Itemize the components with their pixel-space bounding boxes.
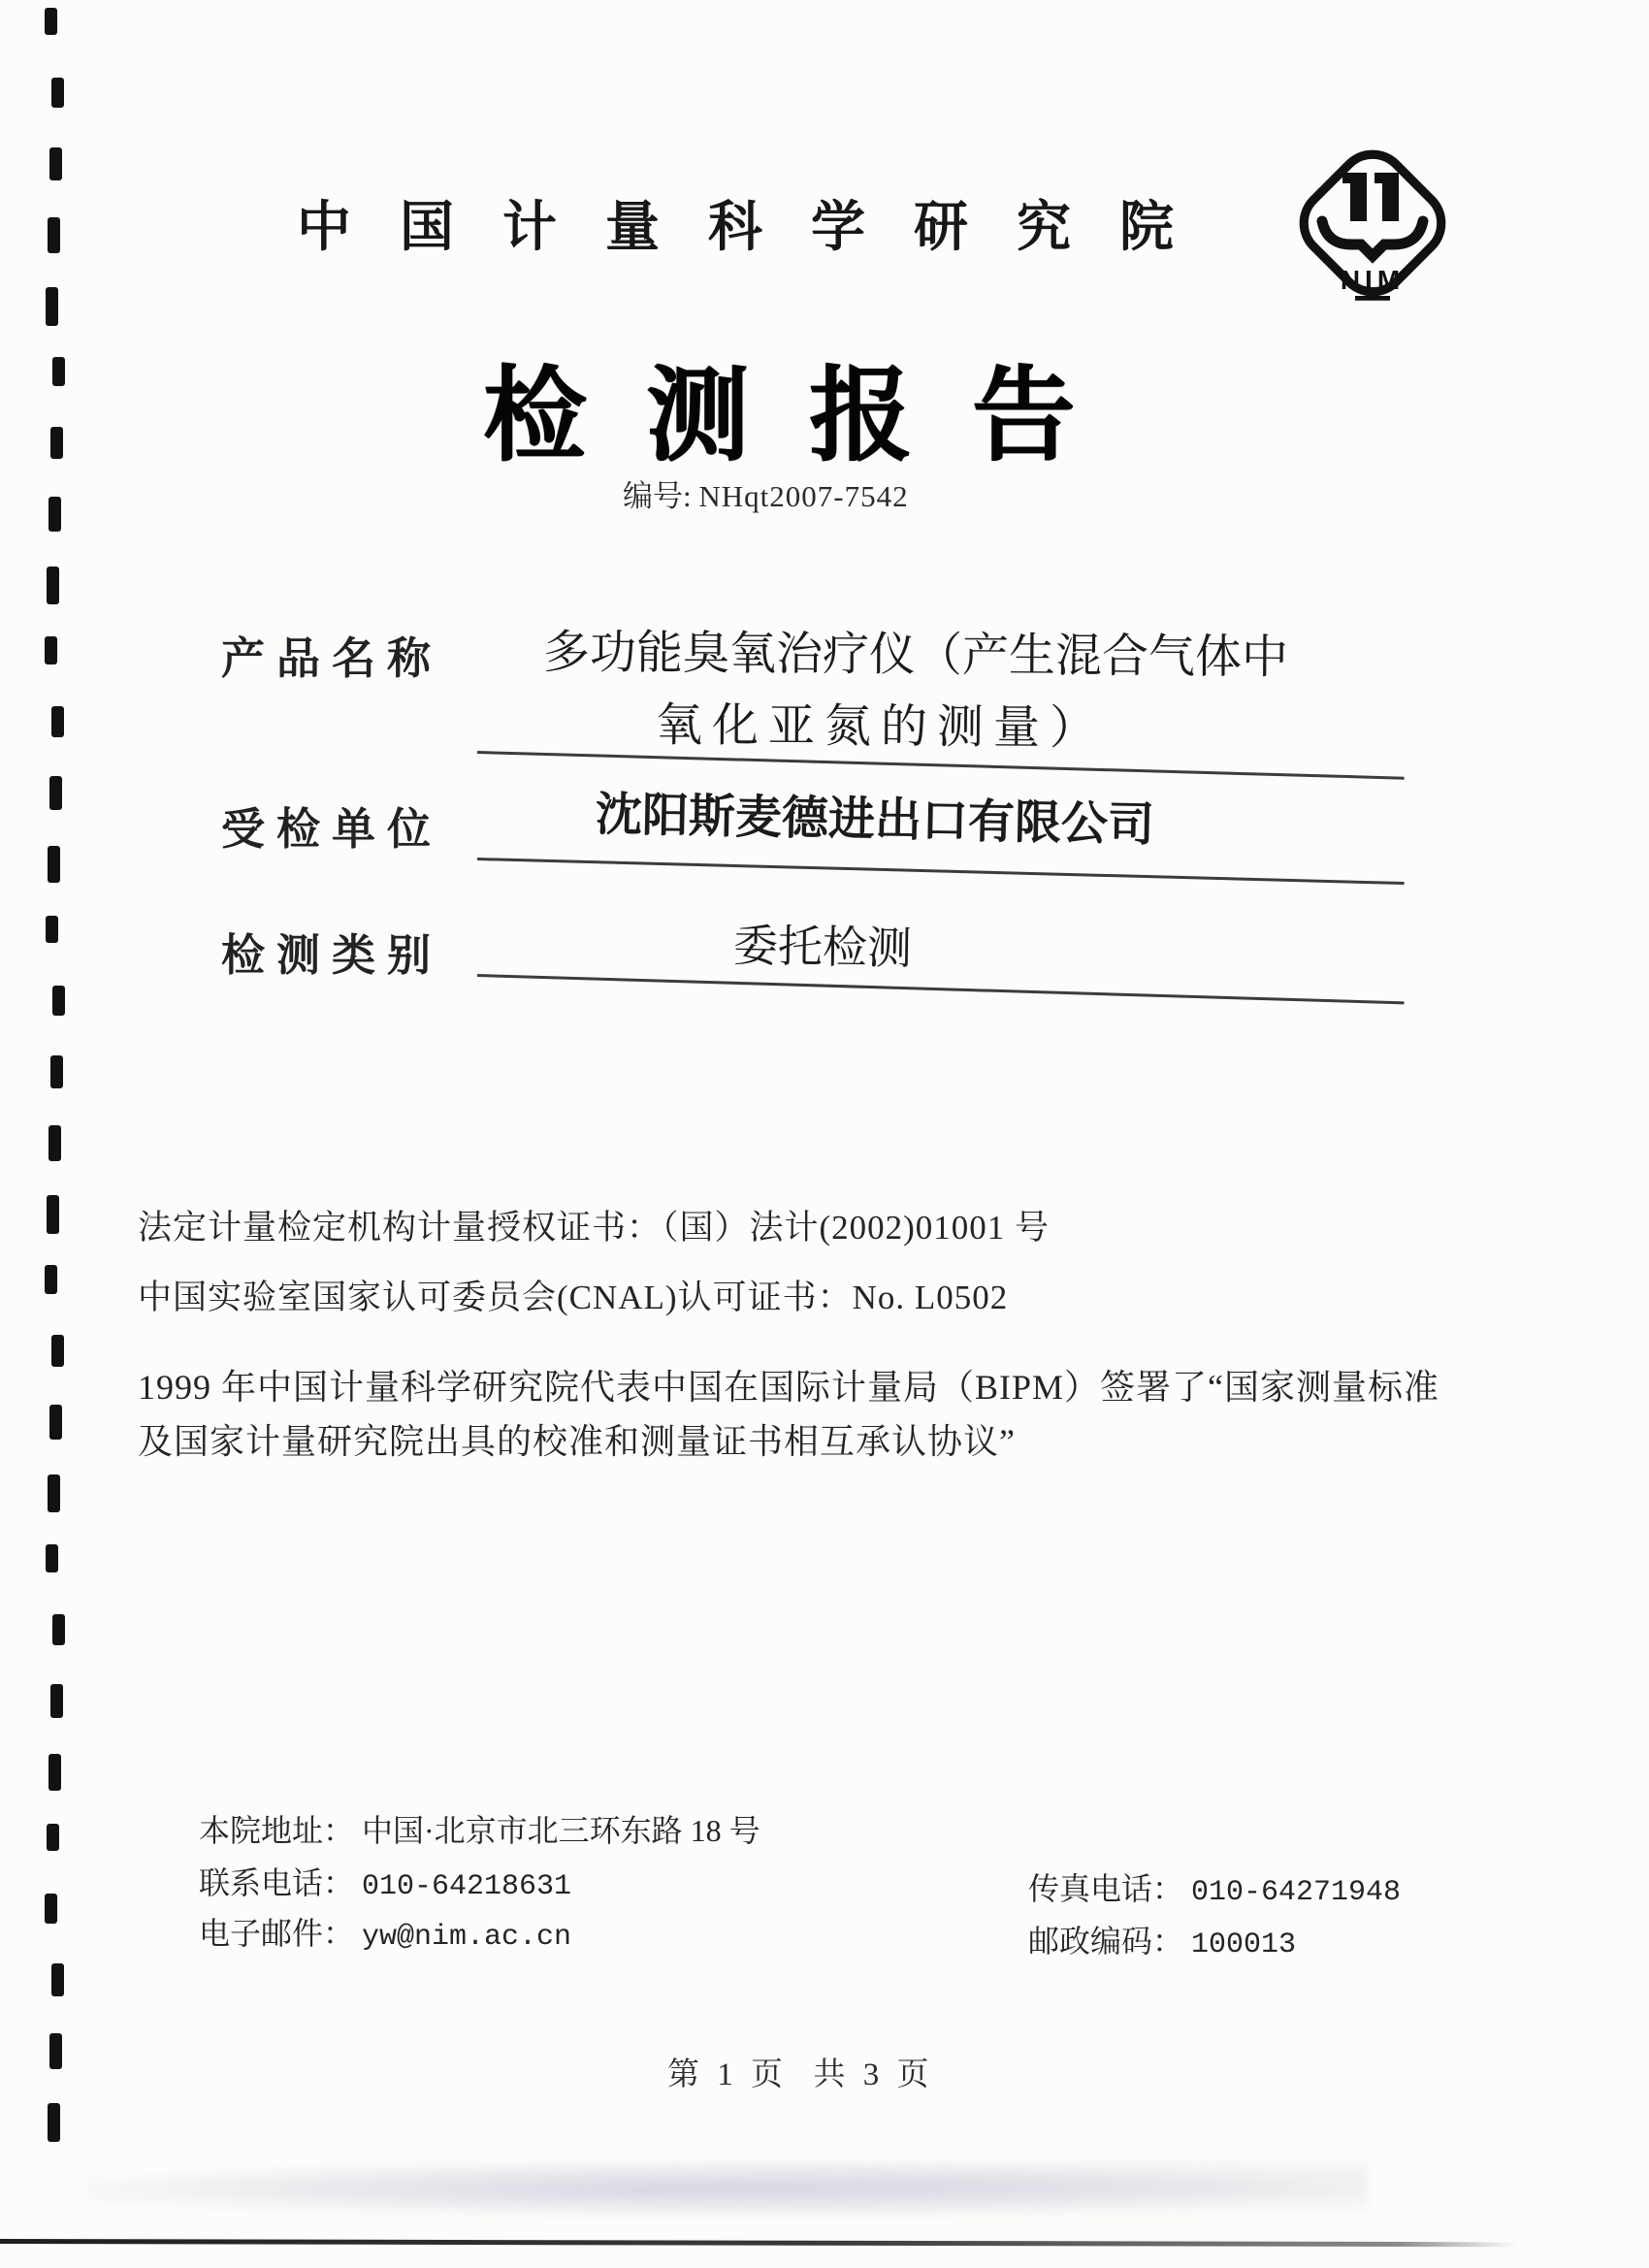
binding-mark [49,2033,62,2069]
contact-email-value: yw@nim.ac.cn [362,1921,572,1954]
product-name-value-line1: 多功能臭氧治疗仪（产生混合气体中 [542,627,1289,684]
scan-bottom-edge [0,2239,1518,2247]
binding-mark [45,1894,57,1924]
binding-mark [46,1544,58,1572]
contact-email [199,1909,571,1954]
institution-name: 中国计量科学研究院 [297,198,1222,258]
binding-mark [48,217,60,253]
binding-mark [47,1195,59,1234]
product-name-label: 产品名称 [221,634,443,683]
inspected-unit-value: 沈阳斯麦德进出口有限公司 [595,789,1155,852]
test-category-label: 检测类别 [221,931,443,980]
nim-logo [1276,122,1470,324]
contact-fax-value: 010-64271948 [1191,1876,1402,1909]
binding-mark [45,1265,57,1294]
nim-logo-icon [1276,122,1470,324]
binding-mark [48,1754,61,1791]
contact-email-label: 电子邮件： [199,1916,355,1951]
binding-mark [51,1335,64,1367]
test-category-value: 委托检测 [732,921,913,974]
contact-fax-label: 传真电话： [1028,1871,1184,1906]
contact-address [199,1806,760,1851]
binding-mark [45,8,57,35]
page-indicator: 第 1 页 共 3 页 [667,2057,934,2092]
contact-postcode-value: 100013 [1191,1928,1297,1961]
inspected-unit-label: 受检单位 [221,805,443,854]
contact-fax [1028,1864,1401,1909]
binding-mark [50,1684,63,1718]
binding-mark [52,1614,65,1645]
report-number [623,471,909,515]
binding-mark [49,776,62,810]
contact-postcode-label: 邮政编码： [1028,1924,1184,1959]
contact-phone-label: 联系电话： [199,1865,355,1900]
binding-mark [47,567,59,604]
contact-phone [199,1859,571,1903]
test-category-underline [477,974,1405,1004]
binding-mark [48,497,61,532]
report-title: 检测报告 [483,360,1135,473]
binding-mark [45,636,57,664]
contact-address-value: 中国·北京市北三环东路 18 号 [362,1813,760,1848]
binding-mark [50,1055,63,1088]
report-number-label: 编号: [623,479,692,513]
binding-mark [51,706,64,737]
binding-mark [48,846,60,883]
binding-mark [46,287,58,326]
bipm-statement-line1: 1999 年中国计量科学研究院代表中国在国际计量局（BIPM）签署了“国家测量标准 [138,1368,1440,1407]
binding-mark [51,78,64,108]
binding-mark [52,357,65,386]
bipm-statement-line2: 及国家计量研究院出具的校准和测量证书相互承认协议” [138,1422,1016,1461]
binding-mark [46,916,58,943]
binding-mark [48,2103,60,2142]
accreditation-line-1: 法定计量检定机构计量授权证书：（国）法计(2002)01001 号 [138,1209,1051,1247]
binding-mark [48,1474,60,1512]
report-number-value: NHqt2007-7542 [698,479,909,513]
scan-noise-artifact [87,2161,1368,2219]
binding-mark [49,147,62,180]
binding-mark [48,1125,61,1161]
binding-mark [51,1963,64,1996]
binding-mark [49,1405,62,1440]
binding-mark [50,427,63,459]
binding-mark [47,1824,59,1851]
contact-address-label: 本院地址： [199,1813,355,1848]
contact-postcode [1028,1917,1296,1961]
product-name-value-line2: 氧化亚氮的测量） [655,699,1107,755]
accreditation-line-2: 中国实验室国家认可委员会(CNAL)认可证书：No. L0502 [138,1279,1009,1316]
inspected-unit-underline [477,858,1405,885]
svg-text:NIM: NIM [1340,265,1406,295]
contact-phone-value: 010-64218631 [362,1870,572,1903]
binding-mark [52,986,65,1016]
